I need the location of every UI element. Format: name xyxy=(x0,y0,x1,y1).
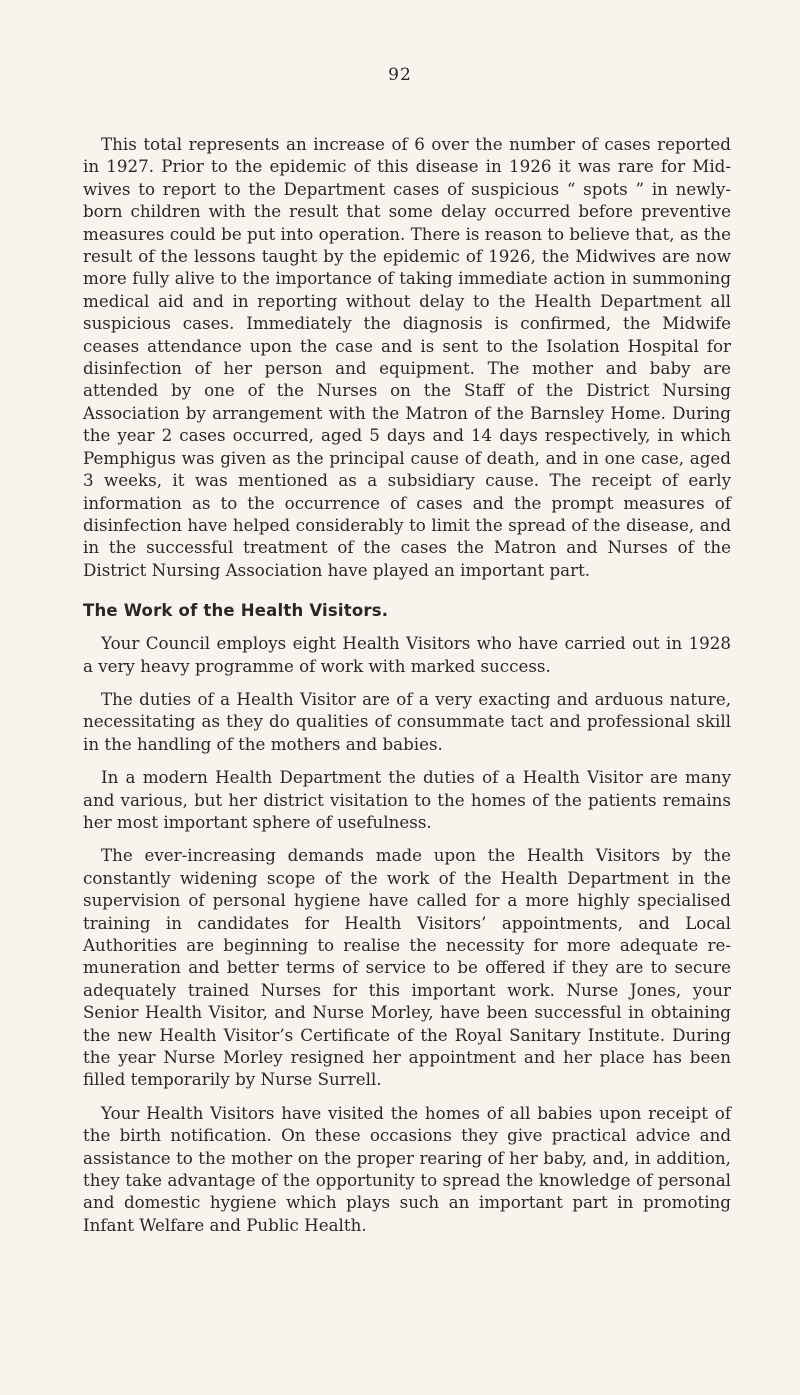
paragraph-modern-department: In a modern Health Department the duties of a Health Visitor are many and various, but her district visitation to the homes of the patients remains her most important sphere of usefulness. xyxy=(83,767,731,832)
paragraph-pemphigus: This total represents an increase of 6 over the number of cases reported in 1927. Prior to the epidemic of this disease in 1926 it was rare for Mid-wives to report to the Department cases of suspicious “ spots ” in newly-born children with the result that some delay occurred before preventive measures could be put into operation. There is reason to believe that, as the result of the lessons taught by the epidemic of 1926, the Midwives are now more fully alive to the importance of taking immediate action in summoning medical aid and in reporting without delay to the Health Department all suspicious cases. Immediately the diagnosis is confirmed, the Midwife ceases attendance upon the case and is sent to the Isolation Hospital for disinfection of her person and equipment. The mother and baby are attended by one of the Nurses on the Staff of the District Nursing Association by arrangement with the Matron of the Barnsley Home. During the year 2 cases occurred, aged 5 days and 14 days respectively, in which Pemphigus was given as the principal cause of death, and in one case, aged 3 weeks, it was mentioned as a subsidiary cause. The receipt of early information as to the occurrence of cases and the prompt measures of disinfection have helped considerably to limit the spread of the disease, and in the successful treatment of the cases the Matron and Nurses of the District Nursing Association have played an important part. xyxy=(83,134,731,580)
paragraph-duties: The duties of a Health Visitor are of a very exacting and arduous nature, necessitating as they do qualities of consummate tact and professional skill in the handling of the mothers and babies. xyxy=(83,688,731,754)
section-heading-health-visitors: The Work of the Health Visitors. xyxy=(83,601,389,621)
paragraph-increasing-demands: The ever-increasing demands made upon the Health Visitors by the constantly widening scope of the work of the Health Department in the supervision of personal hygiene have called for a more highly specialised training in candidates for Health Visitors’ appointments, and Local Authorities are beginning to realise the necessity for more adequate re-muneration and better terms of service to be offered if they are to secure adequately trained Nurses for this important work. Nurse Jones, your Senior Health Visitor, and Nurse Morley, have been successful in obtaining the new Health Visitor’s Certificate of the Royal Sanitary Institute. During the year Nurse Morley resigned her appointment and her place has been filled temporarily by Nurse Surrell. xyxy=(83,845,731,1090)
body-text xyxy=(83,133,731,1247)
paragraph-home-visits: Your Health Visitors have visited the homes of all babies upon receipt of the birth notification. On these occasions they give practical advice and assistance to the mother on the proper rearing of her baby, and, in addition, they take advantage of the opportunity to spread the knowledge of personal and domestic hygiene which plays such an important part in promoting Infant Welfare and Public Health. xyxy=(83,1102,731,1235)
paragraph-council-employs: Your Council employs eight Health Visitors who have carried out in 1928 a very heavy programme of work with marked success. xyxy=(83,633,731,676)
page-number: 92 xyxy=(388,65,412,85)
